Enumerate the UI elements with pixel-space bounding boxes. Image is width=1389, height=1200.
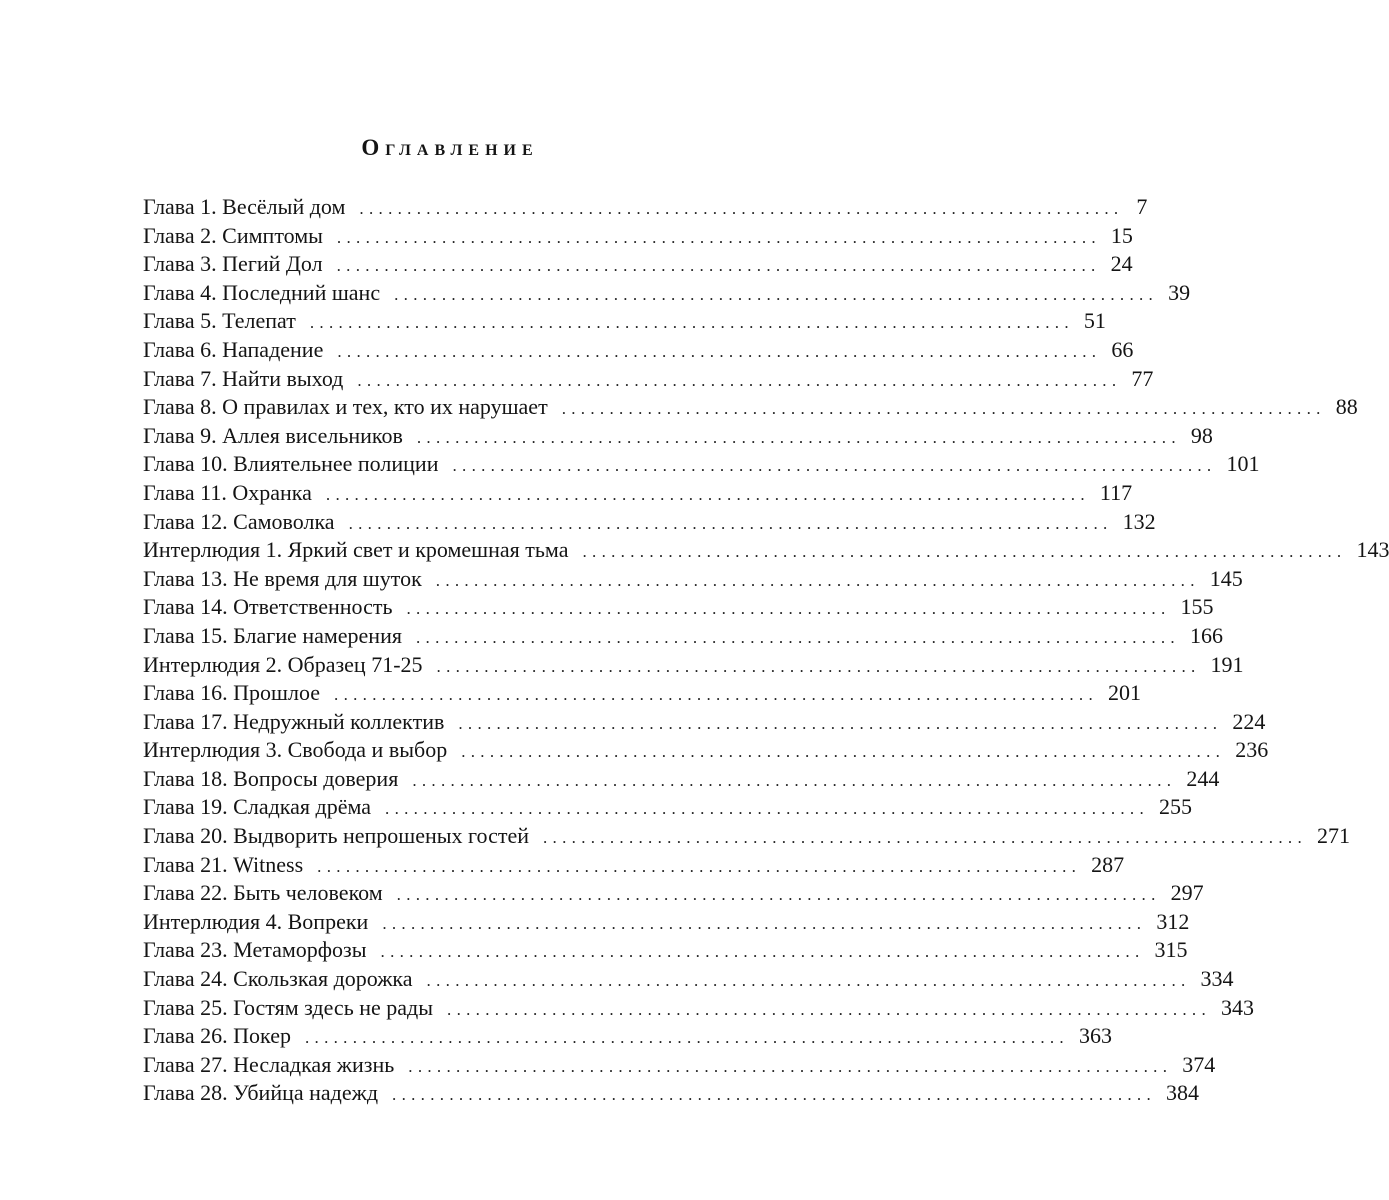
toc-entry-title: Глава 26. Покер [143,1023,291,1049]
toc-entry-title: Глава 23. Метаморфозы [143,937,367,963]
toc-entry-page-number: 255 [1159,794,1193,820]
toc-entry-page-number: 98 [1190,422,1213,448]
toc-entry-title: Глава 11. Охранка [143,479,312,505]
toc-entry-page-number: 201 [1108,680,1142,706]
toc-entry-title: Глава 7. Найти выход [143,365,344,391]
toc-entry-title: Глава 14. Ответственность [143,594,393,620]
dot-leader: ................................................................................ [334,685,1099,705]
toc-entry-title: Глава 12. Самоволка [143,508,335,534]
dot-leader: ................................................................................ [385,799,1150,819]
toc-entry [143,222,1133,251]
toc-entry [143,651,1244,680]
toc-entry-title: Глава 6. Нападение [143,336,324,362]
dot-leader: ................................................................................ [348,513,1113,533]
toc-entry [143,1051,1216,1080]
dot-leader: ................................................................................ [325,484,1090,504]
dot-leader: ................................................................................ [382,913,1147,933]
toc-entry-page-number: 143 [1356,537,1389,563]
dot-leader: ................................................................................ [426,971,1191,991]
toc-entry [143,793,1193,822]
toc-entry [143,936,1188,965]
toc-entry-page-number: 155 [1180,594,1214,620]
toc-entry [143,994,1255,1023]
toc-entry-page-number: 384 [1166,1080,1200,1106]
dot-leader: ................................................................................ [415,627,1180,647]
toc-entry-title: Глава 27. Несладкая жизнь [143,1051,395,1077]
toc-entry-page-number: 297 [1170,880,1204,906]
dot-leader: ................................................................................ [436,656,1201,676]
toc-entry-page-number: 343 [1221,994,1255,1020]
toc-entry [143,593,1214,622]
dot-leader: ................................................................................ [336,227,1101,247]
dot-leader: ................................................................................ [435,570,1200,590]
toc-entry-page-number: 145 [1209,565,1243,591]
toc-entry [143,708,1266,737]
toc-entry [143,736,1269,765]
dot-leader: ................................................................................ [543,828,1307,848]
toc-entry-title: Глава 20. Выдворить непрошеных гостей [143,823,529,849]
toc-entry [143,679,1142,708]
toc-entry-page-number: 24 [1110,251,1133,277]
toc-entry [143,822,1350,851]
toc-entry [143,336,1134,365]
dot-leader: ................................................................................ [408,1056,1173,1076]
toc-entry-title: Интерлюдия 4. Вопреки [143,908,369,934]
toc-entry-page-number: 77 [1131,365,1154,391]
toc-entry [143,622,1223,651]
toc-entry-page-number: 66 [1111,336,1134,362]
toc-entry [143,279,1191,308]
toc-entry-title: Интерлюдия 3. Свобода и выбор [143,737,448,763]
toc-entry-title: Глава 25. Гостям здесь не рады [143,994,434,1020]
dot-leader: ................................................................................ [337,341,1102,361]
dot-leader: ................................................................................ [336,256,1101,276]
toc-entry [143,851,1125,880]
toc-entry-page-number: 236 [1235,737,1269,763]
toc-entry-title: Глава 22. Быть человеком [143,880,383,906]
toc-entry-page-number: 363 [1078,1023,1112,1049]
toc-entry [143,536,1389,565]
dot-leader: ................................................................................ [461,742,1226,762]
toc-entry-page-number: 312 [1156,908,1190,934]
toc-entry-page-number: 39 [1168,279,1191,305]
toc-entry [143,250,1133,279]
dot-leader: ................................................................................ [304,1028,1069,1048]
toc-entry-title: Глава 24. Скользкая дорожка [143,966,413,992]
dot-leader: ................................................................................ [452,456,1217,476]
toc-entry-page-number: 224 [1232,708,1266,734]
toc-entry-page-number: 7 [1136,194,1148,219]
toc-entry [143,908,1190,937]
toc-entry-title: Интерлюдия 2. Образец 71-25 [143,651,423,677]
toc-entry-page-number: 88 [1335,394,1358,420]
dot-leader: ................................................................................ [380,942,1145,962]
toc-entry-title: Глава 8. О правилах и тех, кто их нарушает [143,394,548,420]
toc-entry [143,965,1234,994]
toc-entry [143,1079,1200,1108]
toc-entry-page-number: 287 [1091,851,1125,877]
toc-entry [143,1022,1112,1051]
toc-entry-title: Глава 16. Прошлое [143,680,321,706]
toc-entry [143,508,1156,537]
toc-entry [143,479,1133,508]
dot-leader: ................................................................................ [394,284,1159,304]
toc-entry-page-number: 166 [1189,622,1223,648]
toc-entry-page-number: 191 [1210,651,1244,677]
toc-entry-title: Глава 3. Пегий Дол [143,251,323,277]
toc-entry-page-number: 15 [1110,222,1133,248]
dot-leader: ................................................................................ [309,313,1074,333]
dot-leader: ................................................................................ [412,770,1177,790]
toc-entry-title: Глава 15. Благие намерения [143,622,402,648]
toc-entry [143,422,1213,451]
toc-entry-title: Глава 9. Аллея висельников [143,422,403,448]
toc-entry-page-number: 374 [1182,1051,1216,1077]
toc-entry-title: Глава 1. Весёлый дом [143,194,346,219]
table-of-contents [143,193,1389,1108]
dot-leader: ................................................................................ [359,199,1124,218]
toc-entry-page-number: 334 [1200,966,1234,992]
toc-entry-title: Глава 4. Последний шанс [143,279,381,305]
toc-entry [143,565,1243,594]
dot-leader: ................................................................................ [447,999,1212,1019]
toc-entry-title: Глава 5. Телепат [143,308,296,334]
toc-entry-title: Глава 17. Недружный коллектив [143,708,445,734]
toc-entry-page-number: 101 [1226,451,1260,477]
toc-entry-title: Глава 2. Симптомы [143,222,323,248]
dot-leader: ................................................................................ [392,1085,1157,1105]
toc-entry [143,765,1220,794]
toc-entry [143,879,1204,908]
toc-entry-title: Интерлюдия 1. Яркий свет и кромешная тьма [143,537,569,563]
toc-entry [143,393,1358,422]
dot-leader: ................................................................................ [406,599,1171,619]
toc-entry-page-number: 244 [1186,765,1220,791]
toc-entry [143,193,1148,222]
toc-entry-title: Глава 13. Не время для шуток [143,565,422,591]
toc-entry-title: Глава 19. Сладкая дрёма [143,794,372,820]
toc-entry-title: Глава 21. Witness [143,851,304,877]
toc-entry [143,307,1106,336]
toc-entry-page-number: 132 [1122,508,1156,534]
dot-leader: ................................................................................ [416,427,1181,447]
dot-leader: ................................................................................ [561,399,1326,419]
toc-entry-title: Глава 10. Влиятельнее полиции [143,451,439,477]
toc-heading: Оглавление [361,135,539,160]
toc-entry [143,365,1154,394]
toc-entry [143,450,1260,479]
dot-leader: ................................................................................ [458,713,1223,733]
toc-entry-page-number: 271 [1317,823,1350,849]
dot-leader: ................................................................................ [357,370,1122,390]
toc-entry-page-number: 51 [1083,308,1106,334]
dot-leader: ................................................................................ [582,542,1347,562]
toc-entry-title: Глава 28. Убийца надежд [143,1080,379,1106]
toc-entry-page-number: 117 [1099,479,1133,505]
dot-leader: ................................................................................ [396,885,1161,905]
toc-entry-page-number: 315 [1154,937,1188,963]
dot-leader: ................................................................................ [317,856,1082,876]
toc-entry-title: Глава 18. Вопросы доверия [143,765,399,791]
